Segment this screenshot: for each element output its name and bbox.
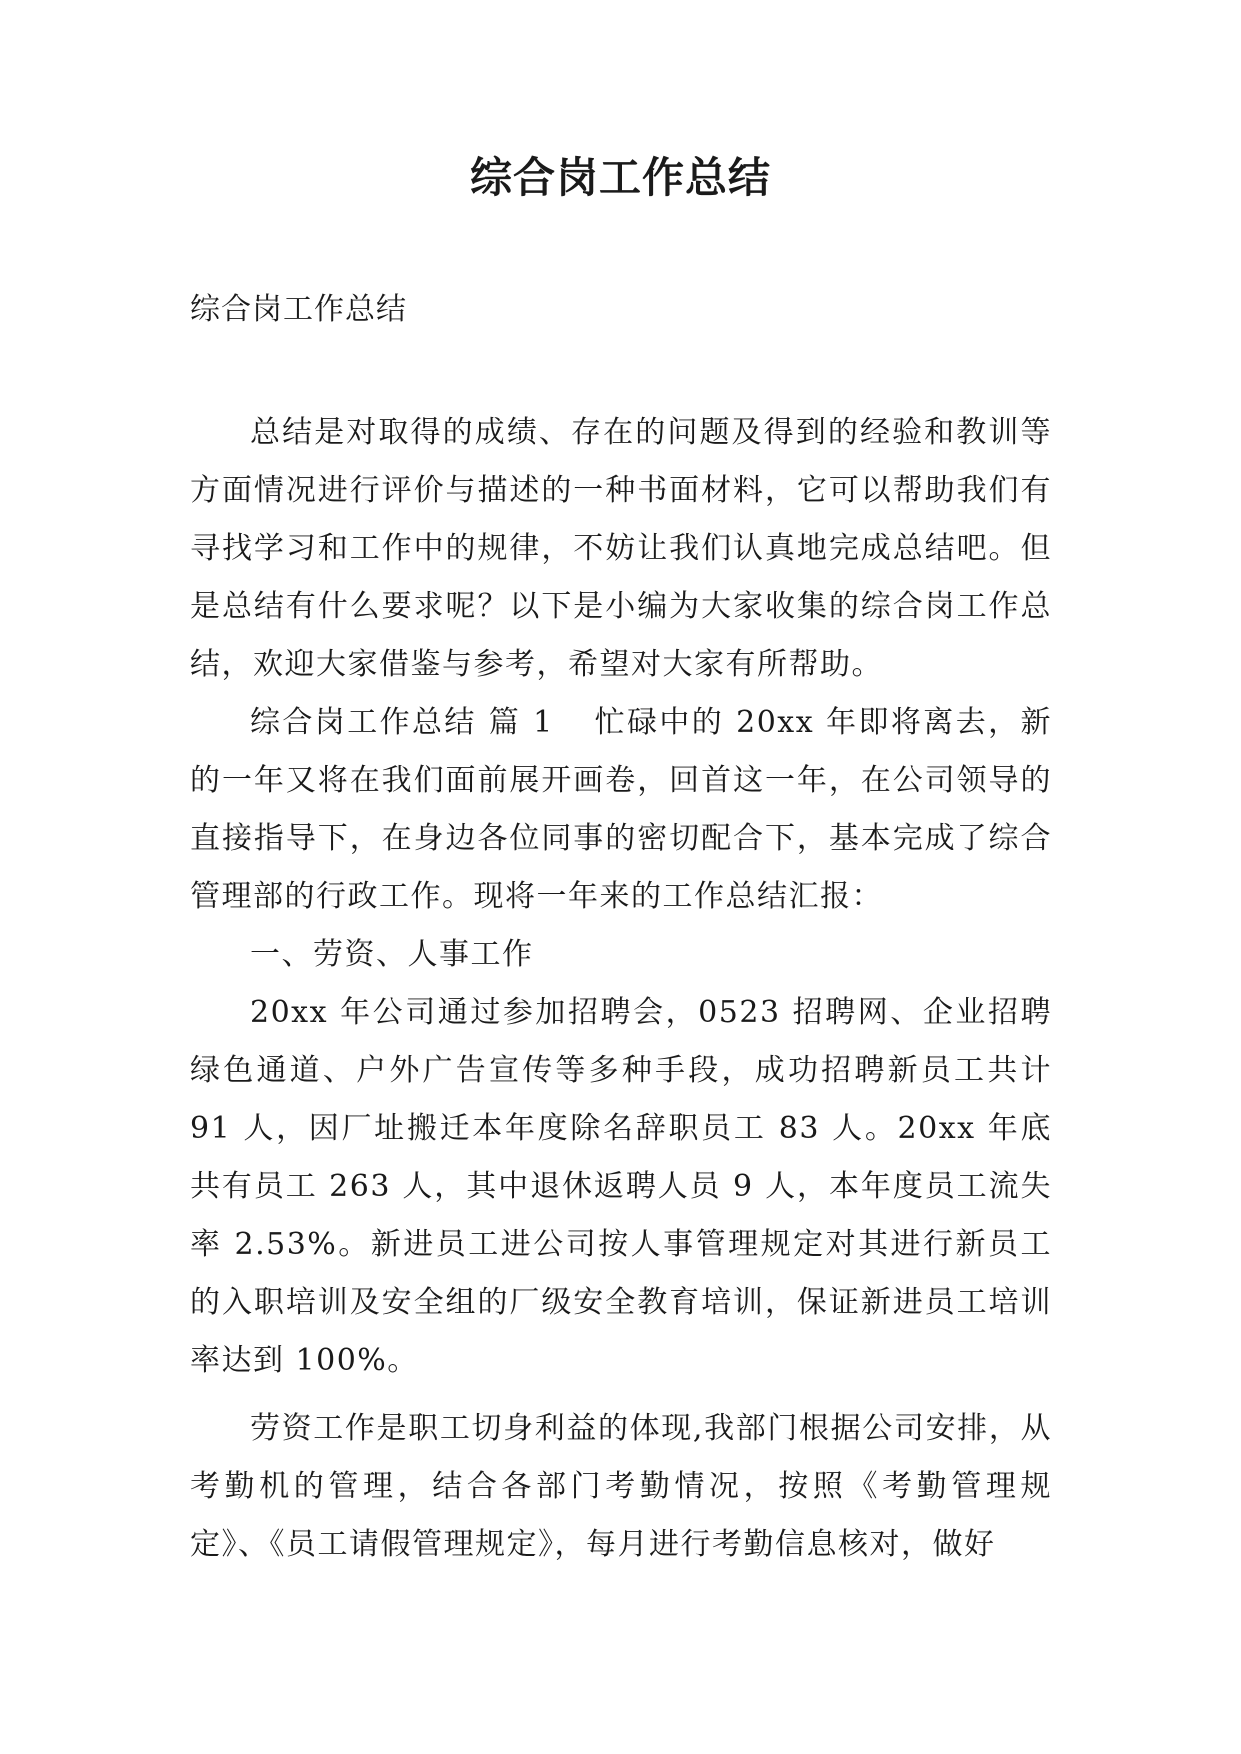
labor-paragraph: 劳资工作是职工切身利益的体现,我部门根据公司安排，从考勤机的管理，结合各部门考勤情况，按照《考勤管理规定》、《员工请假管理规定》，每月进行考勤信息核对，做好 [190,1411,1052,1562]
subheading-labor: 一、劳资、人事工作 [250,937,534,972]
document-title: 综合岗工作总结 [469,153,771,202]
document-subtitle: 综合岗工作总结 [190,292,407,327]
section-heading: 综合岗工作总结 篇 1 [250,705,554,740]
document-body [190,404,1052,1574]
recruitment-paragraph: 20xx 年公司通过参加招聘会，0523 招聘网、企业招聘绿色通道、户外广告宣传等多种手段，成功招聘新员工共计 91 人，因厂址搬迁本年度除名辞职员工 83 人。20xx 年底共有员工 263 人，其中退休返聘人员 9 人，本年度员工流失率 2.53%。新进员工进公司按人事管理规定对其进行新员工的入职培训及安全组的厂级安全教育培训，保证新进员工培训率达到 100%。 [190,995,1052,1378]
section-paragraph [190,694,1052,926]
intro-paragraph: 总结是对取得的成绩、存在的问题及得到的经验和教训等方面情况进行评价与描述的一种书面材料，它可以帮助我们有寻找学习和工作中的规律，不妨让我们认真地完成总结吧。但是总结有什么要求呢？以下是小编为大家收集的综合岗工作总结，欢迎大家借鉴与参考，希望对大家有所帮助。 [190,415,1052,682]
section-intro-text: 忙碌中的 20xx 年即将离去，新的一年又将在我们面前展开画卷，回首这一年，在公司领导的直接指导下，在身边各位同事的密切配合下，基本完成了综合管理部的行政工作。现将一年来的工作总结汇报： [190,705,1052,914]
